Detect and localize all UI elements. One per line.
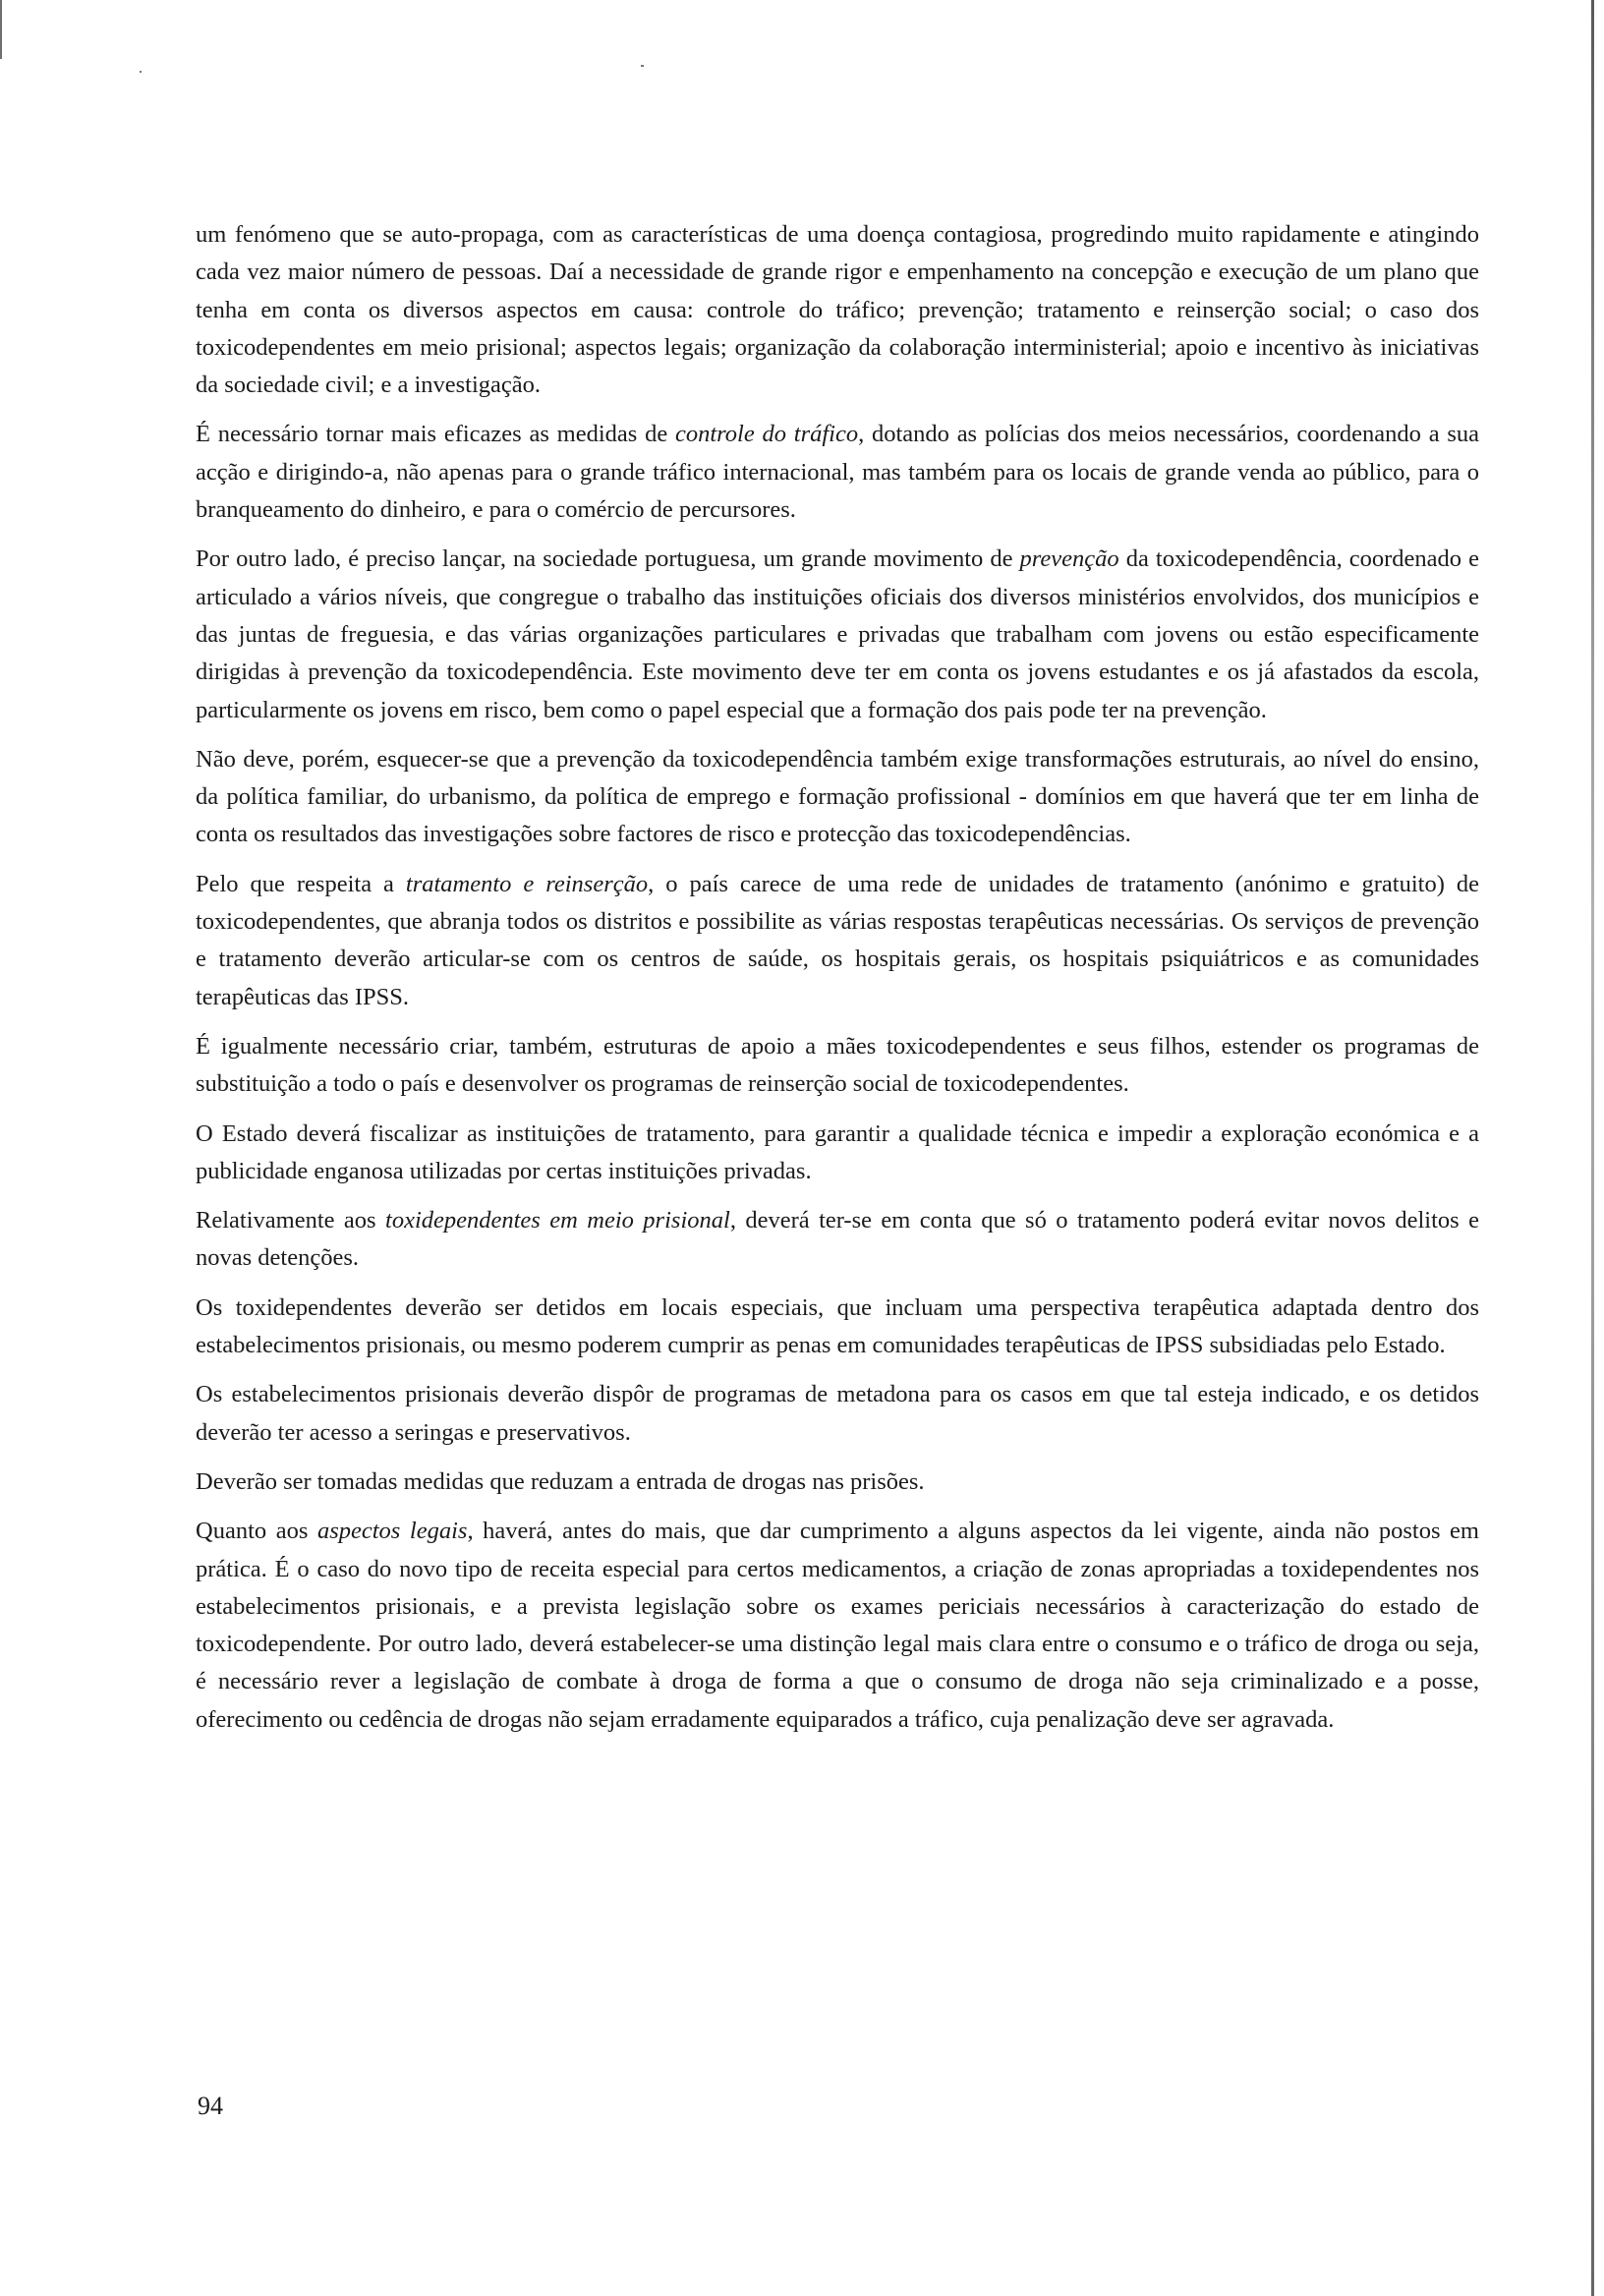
scan-speck xyxy=(140,71,142,73)
scan-edge-right xyxy=(1591,0,1594,2296)
scan-edge-left xyxy=(0,0,2,59)
paragraph-entrada-drogas xyxy=(196,1464,1479,1501)
paragraph-text: Por outro lado, é preciso lançar, na sociedade portuguesa, um grande movimento de xyxy=(196,545,1020,573)
paragraph-meio-prisional xyxy=(196,1202,1479,1278)
paragraph-text: , dotando as polícias dos meios necessários, coordenando a sua acção e dirigindo-a, não apenas para o grande tráfico internacional, mas também para os locais de grande venda ao público, para o branqueamento do dinheiro, e para o comércio de percursores. xyxy=(196,421,1479,524)
paragraph-text: , o país carece de uma rede de unidades de tratamento (anónimo e gratuito) de toxicodependentes, que abranja todos os distritos e possibilite as várias respostas terapêuticas necessárias. Os serviços de prevenção e tratamento deverão articular-se com os centros de saúde, os hospitais gerais, os hospitais psiquiátricos e as comunidades terapêuticas das IPSS. xyxy=(196,870,1479,1010)
paragraph-controle-trafico xyxy=(196,416,1479,529)
paragraph-aspectos-legais xyxy=(196,1513,1479,1739)
paragraph-transformacoes xyxy=(196,741,1479,854)
body-text xyxy=(196,216,1479,1751)
paragraph-text: Relativamente aos xyxy=(196,1207,386,1234)
paragraph-text: Quanto aos xyxy=(196,1518,317,1545)
paragraph-text: Não deve, porém, esquecer-se que a prevenção da toxicodependência também exige transformações estruturais, ao nível do ensino, da política familiar, do urbanismo, da política de emprego e formação profissional - domínios em que haverá que ter em linha de conta os resultados das investigações sobre factores de risco e protecção das toxicodependências. xyxy=(196,745,1479,848)
paragraph-prevencao xyxy=(196,541,1479,728)
paragraph-text: Os toxidependentes deverão ser detidos em locais especiais, que incluam uma perspectiva terapêutica adaptada dentro dos estabelecimentos prisionais, ou mesmo poderem cumprir as penas em comunidades terapêuticas de IPSS subsidiadas pelo Estado. xyxy=(196,1293,1479,1359)
italic-term: controle do tráfico xyxy=(674,421,859,448)
paragraph-text: Os estabelecimentos prisionais deverão dispôr de programas de metadona para os casos em que tal esteja indicado, e os detidos deverão ter acesso a seringas e preservativos. xyxy=(196,1381,1479,1446)
paragraph-text: , haverá, antes do mais, que dar cumprimento a alguns aspectos da lei vigente, ainda não postos em prática. É o caso do novo tipo de receita especial para certos medicamentos, a criação de zonas apropriadas a toxidependentes nos estabelecimentos prisionais, e a prevista legislação sobre os exames periciais necessários à caracterização do estado de toxicodependente. Por outro lado, deverá estabelecer-se uma distinção legal mais clara entre o consumo e o tráfico de droga ou seja, é necessário rever a legislação de combate à droga de forma a que o consumo de droga não seja criminalizado e a posse, oferecimento ou cedência de drogas não sejam erradamente equiparados a tráfico, cuja penalização deve ser agravada. xyxy=(196,1518,1479,1733)
paragraph-text: É necessário tornar mais eficazes as medidas de xyxy=(196,421,675,448)
scan-speck xyxy=(641,65,644,67)
italic-term: toxidependentes em meio prisional xyxy=(385,1207,730,1234)
italic-term: aspectos legais xyxy=(316,1518,468,1545)
paragraph-apoio-maes xyxy=(196,1028,1479,1104)
paragraph-text: , deverá ter-se em conta que só o tratamento poderá evitar novos delitos e novas detenções. xyxy=(196,1207,1479,1272)
paragraph-text: Deverão ser tomadas medidas que reduzam a entrada de drogas nas prisões. xyxy=(196,1467,925,1495)
italic-term: tratamento e reinserção xyxy=(405,870,649,897)
italic-term: prevenção xyxy=(1019,545,1119,573)
paragraph-intro xyxy=(196,216,1479,404)
paragraph-fiscalizar xyxy=(196,1116,1479,1191)
paragraph-metadona xyxy=(196,1376,1479,1452)
paragraph-text: O Estado deverá fiscalizar as instituições de tratamento, para garantir a qualidade técnica e impedir a exploração económica e a publicidade enganosa utilizadas por certas instituições privadas. xyxy=(196,1119,1479,1184)
paragraph-tratamento xyxy=(196,866,1479,1016)
paragraph-text: Pelo que respeita a xyxy=(196,870,406,897)
paragraph-text: É igualmente necessário criar, também, estruturas de apoio a mães toxicodependentes e seus filhos, estender os programas de substituição a todo o país e desenvolver os programas de reinserção social de toxicodependentes. xyxy=(196,1032,1479,1098)
page-number: 94 xyxy=(198,2092,223,2120)
paragraph-locais-especiais xyxy=(196,1290,1479,1365)
paragraph-text: um fenómeno que se auto-propaga, com as características de uma doença contagiosa, progredindo muito rapidamente e atingindo cada vez maior número de pessoas. Daí a necessidade de grande rigor e empenhamento na concepção e execução de um plano que tenha em conta os diversos aspectos em causa: controle do tráfico; prevenção; tratamento e reinserção social; o caso dos toxicodependentes em meio prisional; aspectos legais; organização da colaboração interministerial; apoio e incentivo às iniciativas da sociedade civil; e a investigação. xyxy=(196,221,1479,399)
paragraph-text: da toxicodependência, coordenado e articulado a vários níveis, que congregue o trabalho das instituições oficiais dos diversos ministérios envolvidos, dos municípios e das juntas de freguesia, e das várias organizações particulares e privadas que trabalham com jovens ou estão especificamente dirigidas à prevenção da toxicodependência. Este movimento deve ter em conta os jovens estudantes e os já afastados da escola, particularmente os jovens em risco, bem como o papel especial que a formação dos pais pode ter na prevenção. xyxy=(196,545,1479,723)
